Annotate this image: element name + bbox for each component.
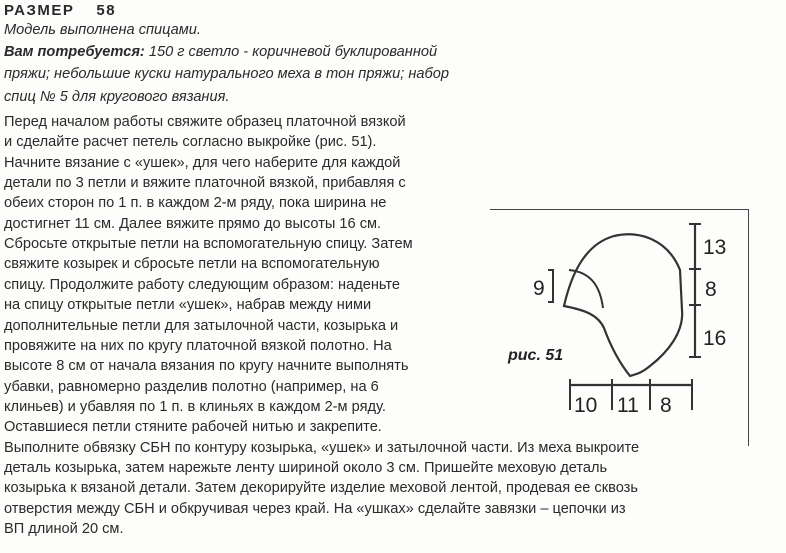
dim-bottom-label: 16 bbox=[703, 327, 727, 350]
dim-width-3-label: 8 bbox=[660, 394, 672, 417]
body-line: спицу. Продолжите работу следующим образом: наденьте bbox=[4, 276, 400, 293]
body-line: свяжите козырек и сбросьте петли на вспомогательную bbox=[4, 256, 380, 273]
materials-line-3: спиц № 5 для кругового вязания. bbox=[4, 89, 230, 105]
body-line: убавки, равномерно разделив полотно (например, на 6 bbox=[4, 378, 379, 395]
model-note: Модель выполнена спицами. bbox=[4, 22, 201, 38]
hat-outline bbox=[564, 234, 682, 376]
dim-top-label: 13 bbox=[703, 236, 727, 259]
body-line: отверстия между СБН и обкручивая через край. На «ушках» сделайте завязки – цепочки из bbox=[4, 500, 626, 517]
dim-mid-label: 8 bbox=[705, 278, 717, 301]
materials-text-1: 150 г светло - коричневой буклированной bbox=[148, 44, 438, 60]
body-line: Перед началом работы свяжите образец платочной вязкой bbox=[4, 114, 406, 130]
body-line: клиньев) и убавляя по 1 п. в клиньях в каждом 2-м ряду. bbox=[4, 398, 386, 415]
body-line: дополнительные петли для затылочной части, козырька и bbox=[4, 317, 399, 334]
body-line: козырька к вязаной детали. Затем декорируйте изделие меховой лентой, продевая ее сквозь bbox=[4, 480, 638, 497]
body-line: Сбросьте открытые петли на вспомогательную спицу. Затем bbox=[4, 236, 413, 253]
materials-line-2: пряжи; небольшие куски натурального меха в тон пряжи; набор bbox=[4, 66, 449, 82]
body-line: обеих сторон по 1 п. в каждом 2-м ряду, пока ширина не bbox=[4, 195, 387, 212]
dim-visor-label: 9 bbox=[533, 277, 545, 300]
body-line: Начните вязание с «ушек», для чего наберите для каждой bbox=[4, 154, 401, 171]
body-line: Оставшиеся петли стяните рабочей нитью и закрепите. bbox=[4, 419, 382, 436]
size-number: 58 bbox=[96, 2, 117, 19]
body-line: высоте 8 см от начала вязания по кругу начните выполнять bbox=[4, 358, 409, 375]
body-line: на спицу открытые петли «ушек», набрав между ними bbox=[4, 297, 372, 314]
dim-width-1-label: 10 bbox=[574, 394, 598, 417]
dim-width-2-label: 11 bbox=[617, 394, 639, 417]
body-line: провяжите на них по кругу платочной вязкой полотно. На bbox=[4, 337, 392, 354]
body-line: ВП длиной 20 см. bbox=[4, 521, 124, 537]
body-line: детали по 3 петли и вяжите платочной вязкой, прибавляя с bbox=[4, 175, 406, 192]
figure-caption: рис. 51 bbox=[508, 347, 564, 364]
size-title: РАЗМЕР bbox=[4, 2, 75, 19]
visor-bracket bbox=[548, 270, 553, 302]
body-line: Выполните обвязку СБН по контуру козырька, «ушек» и затылочной части. Из меха выкроите bbox=[4, 439, 640, 456]
body-line: достигнет 11 см. Далее вяжите прямо до высоты 16 см. bbox=[4, 215, 382, 232]
materials-label: Вам потребуется: bbox=[4, 44, 145, 60]
body-line: и сделайте расчет петель согласно выкройке (рис. 51). bbox=[4, 134, 377, 151]
body-line: деталь козырька, затем нарежьте ленту шириной около 3 см. Пришейте меховую деталь bbox=[4, 459, 608, 476]
